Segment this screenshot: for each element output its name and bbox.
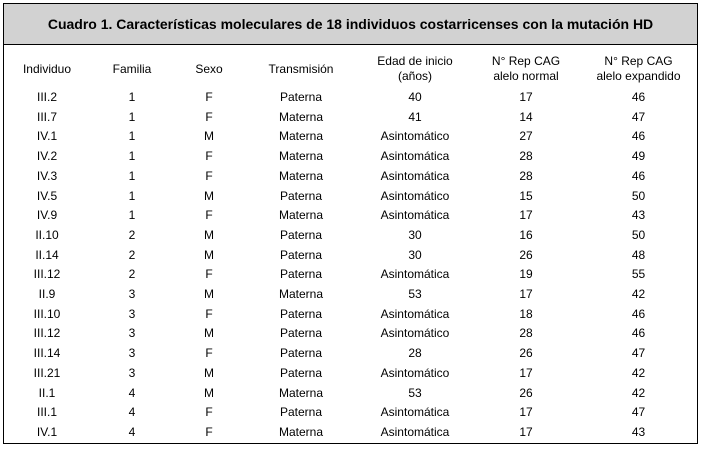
table-row bbox=[4, 423, 697, 443]
cell-rep-normal: 16 bbox=[519, 227, 533, 242]
table-row bbox=[4, 127, 697, 147]
cell-familia: 1 bbox=[128, 129, 136, 144]
cell-rep-normal: 18 bbox=[519, 306, 533, 321]
cell-familia: 1 bbox=[128, 90, 136, 104]
cell-individuo: II.9 bbox=[38, 287, 56, 302]
cell-rep-normal: 17 bbox=[519, 405, 533, 420]
table-row bbox=[4, 147, 697, 167]
table-row bbox=[4, 187, 697, 207]
cell-individuo: II.1 bbox=[38, 385, 56, 400]
cell-sexo: F bbox=[205, 267, 213, 282]
cell-transmision: Paterna bbox=[279, 306, 323, 321]
header-row bbox=[4, 50, 697, 88]
header-rep-cag-expandido bbox=[580, 50, 697, 88]
cell-rep-expandido: 46 bbox=[631, 326, 646, 341]
cell-transmision: Materna bbox=[278, 385, 324, 400]
cell-sexo: M bbox=[204, 287, 214, 302]
table-row bbox=[4, 364, 697, 384]
cell-sexo: F bbox=[205, 424, 213, 439]
table-row bbox=[4, 88, 697, 108]
cell-individuo: III.10 bbox=[33, 306, 61, 321]
cell-familia: 4 bbox=[128, 405, 136, 420]
cell-transmision: Paterna bbox=[279, 267, 323, 282]
cell-sexo: M bbox=[204, 365, 214, 380]
cell-rep-expandido: 46 bbox=[631, 168, 646, 183]
table-row bbox=[4, 226, 697, 246]
cell-rep-normal: 14 bbox=[519, 109, 533, 124]
cell-rep-expandido: 48 bbox=[631, 247, 646, 262]
cell-rep-expandido: 43 bbox=[631, 424, 646, 439]
header-sublabel: (años) bbox=[397, 69, 432, 83]
cell-familia: 2 bbox=[128, 267, 136, 282]
cell-edad-inicio: Asintomática bbox=[380, 208, 450, 223]
data-table bbox=[4, 50, 697, 443]
cell-rep-expandido: 43 bbox=[631, 208, 646, 223]
cell-familia: 3 bbox=[128, 326, 136, 341]
header-transmision bbox=[244, 50, 358, 88]
cell-transmision: Paterna bbox=[279, 188, 323, 203]
header-label: Transmisión bbox=[268, 61, 334, 76]
table-row bbox=[4, 324, 697, 344]
cell-rep-normal: 26 bbox=[519, 247, 533, 262]
header-label: Individuo bbox=[22, 61, 72, 76]
cell-individuo: IV.1 bbox=[36, 129, 58, 144]
cell-individuo: III.12 bbox=[33, 326, 61, 341]
cell-rep-expandido: 50 bbox=[631, 227, 646, 242]
cell-familia: 1 bbox=[128, 109, 136, 124]
cell-individuo: IV.3 bbox=[36, 168, 58, 183]
cell-individuo: IV.9 bbox=[36, 208, 58, 223]
cell-individuo: III.2 bbox=[36, 90, 57, 104]
header-edad-inicio bbox=[358, 50, 472, 88]
table-header bbox=[4, 50, 697, 88]
cell-familia: 2 bbox=[128, 227, 136, 242]
header-individuo bbox=[4, 50, 90, 88]
cell-rep-expandido: 46 bbox=[631, 90, 646, 104]
cell-rep-expandido: 42 bbox=[631, 365, 646, 380]
table-row bbox=[4, 384, 697, 404]
cell-rep-normal: 28 bbox=[519, 168, 533, 183]
cell-edad-inicio: 53 bbox=[408, 385, 422, 400]
cell-sexo: F bbox=[205, 208, 213, 223]
cell-edad-inicio: Asintomática bbox=[380, 267, 450, 282]
cell-transmision: Paterna bbox=[279, 346, 323, 361]
cell-transmision: Paterna bbox=[279, 365, 323, 380]
cell-sexo: M bbox=[204, 227, 214, 242]
cell-familia: 3 bbox=[128, 365, 136, 380]
table-row bbox=[4, 265, 697, 285]
cell-transmision: Materna bbox=[278, 129, 324, 144]
cell-individuo: IV.5 bbox=[36, 188, 58, 203]
cell-individuo: III.21 bbox=[33, 365, 61, 380]
cell-rep-expandido: 49 bbox=[631, 149, 646, 164]
cell-edad-inicio: Asintomática bbox=[380, 149, 450, 164]
table-title-bar bbox=[4, 4, 697, 45]
table-row bbox=[4, 167, 697, 187]
cell-transmision: Paterna bbox=[279, 90, 323, 104]
cell-edad-inicio: 40 bbox=[408, 90, 422, 104]
cell-sexo: M bbox=[204, 247, 214, 262]
cell-sexo: F bbox=[205, 109, 213, 124]
cell-sexo: F bbox=[205, 90, 213, 104]
cell-familia: 1 bbox=[128, 149, 136, 164]
header-label: Sexo bbox=[195, 61, 223, 76]
cell-sexo: F bbox=[205, 149, 213, 164]
cell-edad-inicio: Asintomático bbox=[380, 129, 450, 144]
cell-edad-inicio: 30 bbox=[408, 227, 422, 242]
cell-sexo: M bbox=[204, 129, 214, 144]
cell-sexo: F bbox=[205, 306, 213, 321]
cell-transmision: Materna bbox=[278, 168, 324, 183]
header-sublabel: alelo normal bbox=[493, 69, 559, 83]
cell-edad-inicio: Asintomática bbox=[380, 168, 450, 183]
header-rep-cag-normal bbox=[472, 50, 580, 88]
cell-edad-inicio: Asintomática bbox=[380, 424, 450, 439]
cell-familia: 1 bbox=[128, 168, 136, 183]
cell-rep-expandido: 42 bbox=[631, 385, 646, 400]
cell-individuo: III.7 bbox=[36, 109, 57, 124]
cell-familia: 1 bbox=[128, 188, 136, 203]
cell-individuo: III.1 bbox=[36, 405, 57, 420]
cell-transmision: Materna bbox=[278, 424, 324, 439]
cell-edad-inicio: Asintomática bbox=[380, 306, 450, 321]
cell-rep-normal: 26 bbox=[519, 385, 533, 400]
cell-sexo: F bbox=[205, 346, 213, 361]
cell-edad-inicio: 41 bbox=[408, 109, 422, 124]
cell-sexo: M bbox=[204, 326, 214, 341]
cell-familia: 3 bbox=[128, 287, 136, 302]
cell-rep-normal: 28 bbox=[519, 326, 533, 341]
cell-rep-expandido: 47 bbox=[631, 405, 646, 420]
header-label: N° Rep CAG bbox=[491, 54, 561, 68]
cell-transmision: Paterna bbox=[279, 227, 323, 242]
cell-transmision: Materna bbox=[278, 208, 324, 223]
table-row bbox=[4, 344, 697, 364]
cell-sexo: M bbox=[204, 188, 214, 203]
cell-familia: 4 bbox=[128, 385, 136, 400]
table-row bbox=[4, 305, 697, 325]
cell-sexo: M bbox=[204, 385, 214, 400]
cell-individuo: III.14 bbox=[33, 346, 61, 361]
cell-familia: 2 bbox=[128, 247, 136, 262]
cell-rep-expandido: 47 bbox=[631, 346, 646, 361]
cell-rep-expandido: 50 bbox=[631, 188, 646, 203]
cell-edad-inicio: Asintomático bbox=[380, 326, 450, 341]
cell-rep-expandido: 47 bbox=[631, 109, 646, 124]
table-frame bbox=[3, 3, 698, 444]
cell-rep-normal: 19 bbox=[519, 267, 533, 282]
cell-transmision: Materna bbox=[278, 149, 324, 164]
table-row bbox=[4, 206, 697, 226]
cell-transmision: Paterna bbox=[279, 326, 323, 341]
cell-edad-inicio: Asintomático bbox=[380, 188, 450, 203]
cell-rep-normal: 26 bbox=[519, 346, 533, 361]
cell-rep-normal: 17 bbox=[519, 424, 533, 439]
cell-familia: 4 bbox=[128, 424, 136, 439]
cell-edad-inicio: Asintomático bbox=[380, 365, 450, 380]
cell-edad-inicio: 28 bbox=[408, 346, 422, 361]
header-label: Edad de inicio bbox=[377, 54, 453, 68]
cell-transmision: Materna bbox=[278, 287, 324, 302]
cell-individuo: III.12 bbox=[33, 267, 61, 282]
cell-transmision: Materna bbox=[278, 109, 324, 124]
cell-individuo: II.14 bbox=[35, 247, 59, 262]
header-label: N° Rep CAG bbox=[604, 54, 673, 68]
cell-individuo: IV.2 bbox=[36, 149, 58, 164]
cell-edad-inicio: 53 bbox=[408, 287, 422, 302]
cell-individuo: II.10 bbox=[35, 227, 59, 242]
cell-rep-expandido: 55 bbox=[631, 267, 646, 282]
cell-rep-normal: 17 bbox=[519, 208, 533, 223]
cell-rep-normal: 17 bbox=[519, 287, 533, 302]
cell-rep-normal: 27 bbox=[519, 129, 533, 144]
table-title: Cuadro 1. Características moleculares de 18 individuos costarricenses con la mutación HD bbox=[47, 16, 654, 32]
cell-rep-normal: 17 bbox=[519, 90, 533, 104]
cell-individuo: IV.1 bbox=[36, 424, 58, 439]
cell-rep-normal: 17 bbox=[519, 365, 533, 380]
header-familia bbox=[90, 50, 174, 88]
cell-edad-inicio: Asintomática bbox=[380, 405, 450, 420]
cell-rep-expandido: 46 bbox=[631, 129, 646, 144]
cell-familia: 3 bbox=[128, 306, 136, 321]
cell-rep-normal: 28 bbox=[519, 149, 533, 164]
table-row bbox=[4, 246, 697, 266]
cell-transmision: Paterna bbox=[279, 405, 323, 420]
cell-transmision: Paterna bbox=[279, 247, 323, 262]
cell-rep-expandido: 46 bbox=[631, 306, 646, 321]
cell-sexo: F bbox=[205, 405, 213, 420]
header-sublabel: alelo expandido bbox=[596, 69, 681, 83]
header-sexo bbox=[174, 50, 244, 88]
cell-rep-expandido: 42 bbox=[631, 287, 646, 302]
cell-edad-inicio: 30 bbox=[408, 247, 422, 262]
cell-rep-normal: 15 bbox=[519, 188, 533, 203]
header-label: Familia bbox=[112, 61, 152, 76]
cell-familia: 3 bbox=[128, 346, 136, 361]
table-body bbox=[4, 88, 697, 443]
table-row bbox=[4, 403, 697, 423]
table-row bbox=[4, 108, 697, 128]
cell-sexo: F bbox=[205, 168, 213, 183]
table-row bbox=[4, 285, 697, 305]
cell-familia: 1 bbox=[128, 208, 136, 223]
